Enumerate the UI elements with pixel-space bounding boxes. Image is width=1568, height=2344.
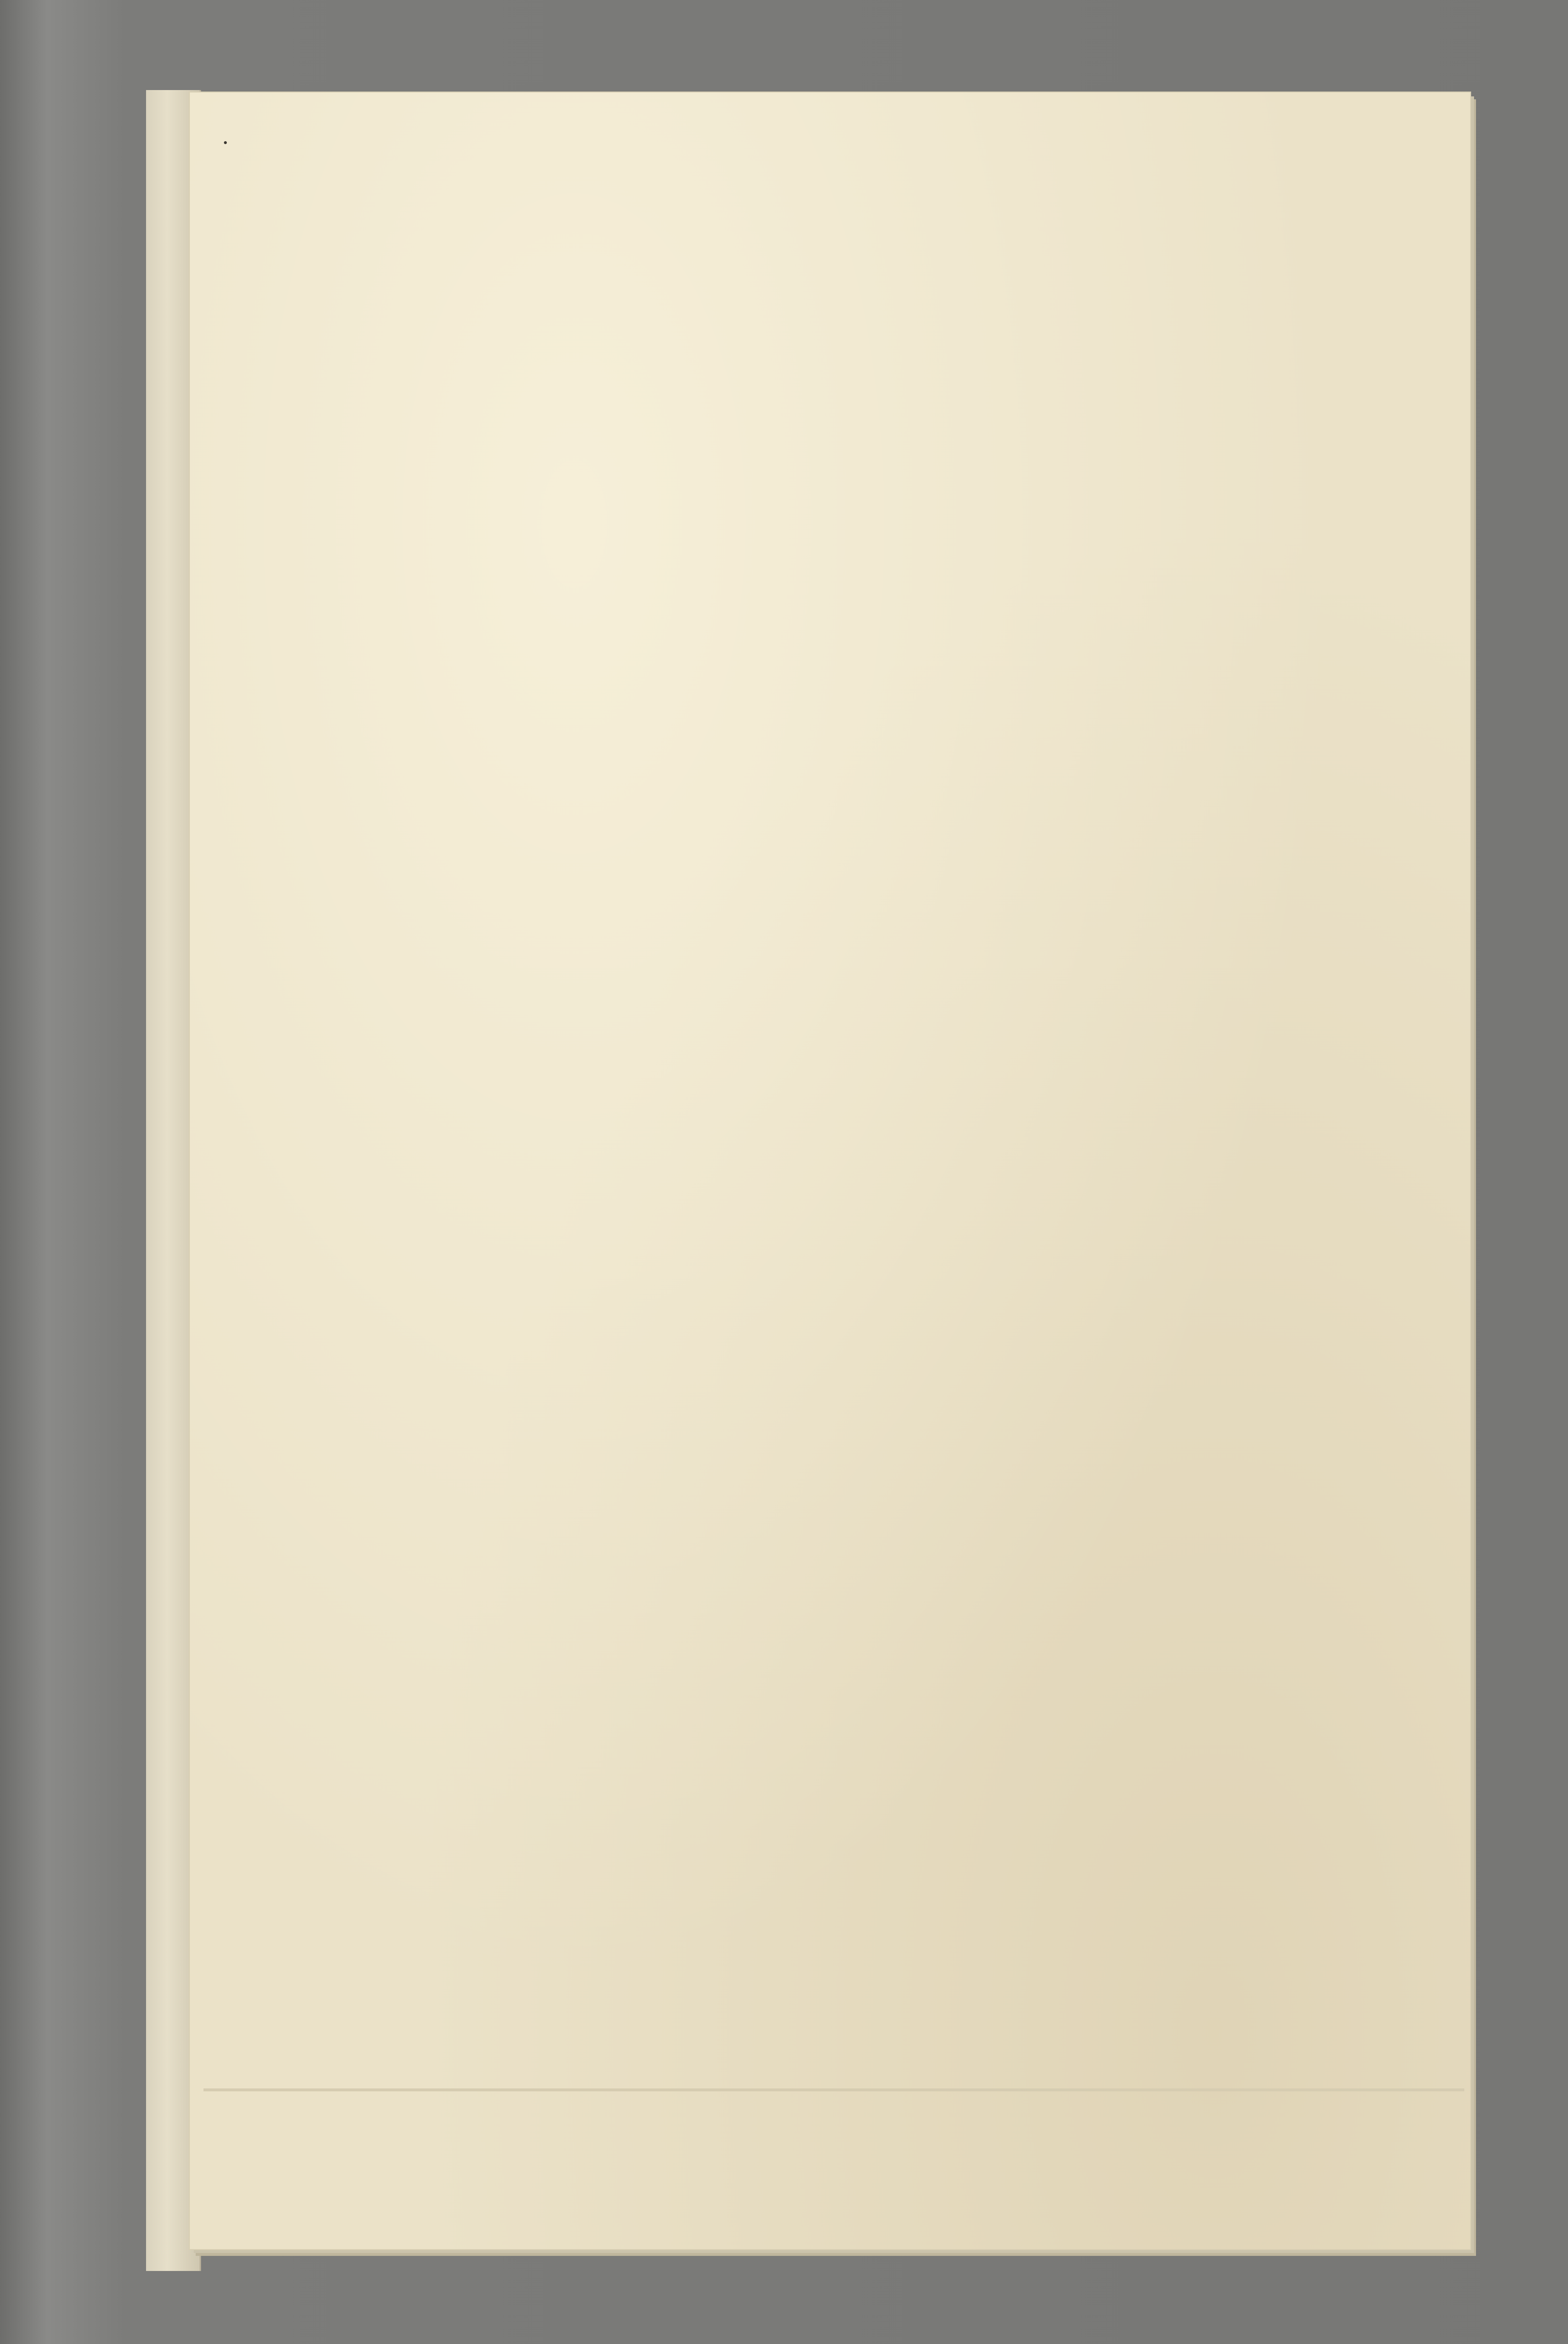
register-text	[521, 214, 1436, 234]
page-edge-line	[203, 2088, 1464, 2091]
book-page	[190, 92, 1470, 2249]
ink-speck	[224, 141, 227, 144]
